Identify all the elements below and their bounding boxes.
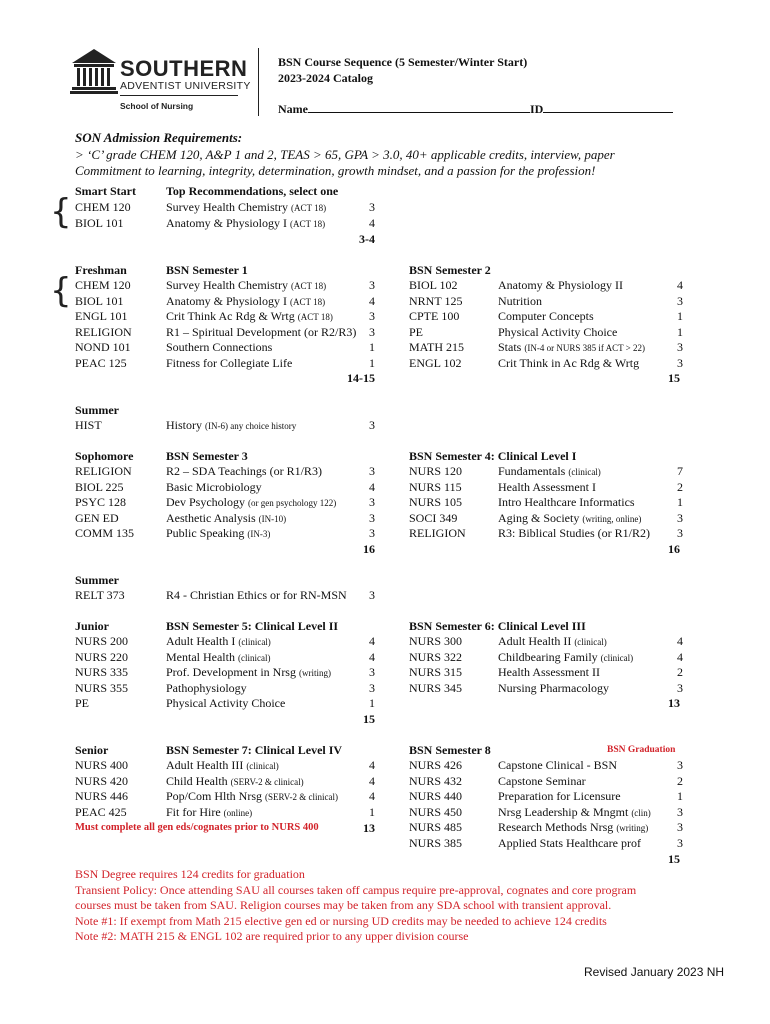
course-name (498, 820, 648, 835)
course-title: Nrsg Leadership & Mngmt (498, 804, 629, 819)
building-columns-icon (68, 45, 120, 97)
course-code: NRNT 125 (409, 293, 463, 308)
course-code: CPTE 100 (409, 309, 460, 323)
course-title: R1 – Spiritual Development (or R2/R3) (166, 324, 357, 339)
course-code: NURS 446 (75, 789, 129, 803)
gen-ed-warning: Must complete all gen eds/cognates prior to NURS 400 (75, 822, 319, 833)
course-note: (clinical) (574, 637, 607, 647)
course-credits: 3 (677, 680, 683, 695)
course-title: Public Speaking (166, 526, 245, 540)
course-name (498, 480, 596, 495)
id-label: ID (530, 102, 544, 116)
semester-6-heading: BSN Semester 6: Clinical Level III (409, 619, 586, 633)
course-credits: 3 (677, 758, 683, 772)
course-name (498, 634, 607, 649)
course-note: (IN-10) (258, 513, 287, 524)
smart-start-label: Smart Start (75, 184, 136, 198)
course-credits: 4 (369, 649, 375, 664)
course-title: Dev Psychology (166, 495, 245, 509)
course-name (166, 464, 322, 479)
freshman-label: Freshman (75, 263, 127, 277)
course-credits: 2 (677, 665, 683, 679)
smart-start-total: 3-4 (359, 232, 375, 246)
senior-label: Senior (75, 743, 109, 757)
course-name (166, 200, 326, 215)
semester-5-heading: BSN Semester 5: Clinical Level II (166, 619, 339, 633)
note-line: Transient Policy: Once attending SAU all courses taken off campus require pre-approval, cognates and core program (75, 882, 637, 897)
course-code: NURS 420 (75, 773, 129, 788)
course-name (166, 511, 286, 526)
semester-3-total: 16 (363, 542, 375, 556)
course-note: (writing) (616, 823, 649, 833)
course-code: NURS 120 (409, 464, 463, 478)
course-title: Crit Think Ac Rdg & Wrtg (166, 309, 295, 323)
course-note: (clinical) (568, 467, 601, 477)
course-title: Fundamentals (498, 464, 566, 478)
course-code: SOCI 349 (409, 510, 458, 525)
course-title: Computer Concepts (498, 309, 594, 323)
course-credits: 1 (369, 804, 375, 819)
course-name (166, 758, 279, 773)
course-title: Stats (498, 340, 522, 354)
semester-1-heading: BSN Semester 1 (166, 263, 248, 277)
course-code: ENGL 101 (75, 309, 128, 323)
course-name (498, 836, 641, 851)
course-title: Crit Think in Ac Rdg & Wrtg (498, 355, 640, 370)
graduation-badge: BSN Graduation (607, 745, 676, 755)
course-name (498, 294, 542, 309)
summer-1-label: Summer (75, 403, 119, 417)
course-name (166, 309, 333, 324)
course-credits: 4 (677, 278, 683, 292)
course-credits: 3 (677, 835, 683, 850)
note-line: BSN Degree requires 124 credits for graduation (75, 867, 305, 881)
course-title: Physical Activity Choice (166, 696, 286, 710)
course-code: NURS 105 (409, 495, 463, 509)
semester-4-heading: BSN Semester 4: Clinical Level I (409, 449, 577, 463)
semester-2-total: 15 (668, 371, 680, 385)
summer-1-code: HIST (75, 418, 102, 432)
course-title: Fit for Hire (166, 804, 221, 819)
semester-8-heading: BSN Semester 8 (409, 743, 491, 757)
course-credits: 1 (677, 789, 683, 803)
course-note: (ACT 18) (290, 218, 326, 229)
semester-6-total: 13 (668, 696, 680, 710)
course-title: Child Health (166, 773, 228, 788)
course-code: PEAC 425 (75, 804, 127, 819)
course-title: Adult Health I (166, 634, 236, 648)
course-title: Intro Healthcare Informatics (498, 495, 635, 509)
catalog-year: 2023-2024 Catalog (278, 71, 373, 85)
course-credits: 1 (677, 324, 683, 339)
course-title: Capstone Clinical - BSN (498, 758, 617, 772)
course-note: (ACT 18) (290, 203, 327, 213)
course-credits: 4 (369, 773, 375, 788)
course-code: CHEM 120 (75, 278, 131, 292)
course-title: Pathophysiology (166, 680, 247, 695)
course-title: Adult Health II (498, 634, 572, 648)
course-note: (SERV-2 & clinical) (265, 792, 338, 802)
course-code: NURS 385 (409, 835, 463, 850)
course-code: BIOL 101 (75, 215, 124, 230)
course-title: Pop/Com Hlth Nrsg (166, 789, 263, 803)
course-name (498, 340, 645, 355)
header-divider (258, 48, 259, 116)
course-credits: 4 (369, 479, 375, 494)
course-note: (IN-4 or NURS 385 if ACT > 22) (524, 343, 645, 353)
course-note: (online) (223, 807, 253, 818)
course-title: Aging & Society (498, 510, 580, 525)
admission-heading: SON Admission Requirements: (75, 130, 243, 145)
course-code: BIOL 225 (75, 479, 124, 494)
course-title: Research Methods Nrsg (498, 820, 614, 834)
course-title: Nursing Pharmacology (498, 680, 609, 695)
semester-3-heading: BSN Semester 3 (166, 449, 248, 463)
course-name (166, 495, 336, 510)
course-title: Southern Connections (166, 340, 273, 354)
course-code: NURS 485 (409, 820, 463, 834)
course-credits: 3 (369, 495, 375, 509)
course-name (498, 774, 586, 789)
course-credits: 4 (677, 649, 683, 664)
course-code: BIOL 102 (409, 278, 458, 292)
course-title: Anatomy & Physiology I (166, 293, 288, 308)
bracket-icon: { (50, 192, 72, 232)
course-credits: 4 (369, 758, 375, 772)
course-title: Applied Stats Healthcare prof (498, 835, 641, 850)
course-title: Childbearing Family (498, 649, 598, 664)
course-name (498, 278, 623, 293)
semester-8-total: 15 (668, 852, 680, 866)
course-name (498, 526, 650, 541)
summer-2-label: Summer (75, 573, 119, 587)
course-title: Capstone Seminar (498, 773, 586, 788)
course-code: NURS 355 (75, 680, 129, 695)
course-name (166, 278, 326, 293)
logo-subtitle: ADVENTIST UNIVERSITY (120, 80, 251, 92)
course-code: NURS 400 (75, 758, 129, 772)
course-credits: 3 (677, 510, 683, 525)
course-credits: 1 (677, 495, 683, 509)
course-code: PEAC 125 (75, 355, 127, 370)
course-name (498, 325, 617, 340)
course-note: (clinical) (237, 652, 271, 663)
course-code: NURS 220 (75, 649, 129, 664)
logo-divider (120, 95, 238, 96)
course-name (498, 665, 600, 680)
course-credits: 1 (369, 696, 375, 710)
note-line: courses must be taken from SAU. Religion courses may be taken from any SDA school with transient approval. (75, 898, 612, 912)
course-code: RELIGION (409, 526, 466, 540)
course-note: (clin) (631, 807, 651, 818)
course-title: R3: Biblical Studies (or R1/R2) (498, 526, 650, 540)
course-name (166, 325, 356, 340)
course-code: NURS 335 (75, 665, 129, 679)
summer-1-course: History (IN-6) any choice history (166, 418, 297, 432)
course-credits: 2 (677, 773, 683, 788)
name-field[interactable] (308, 101, 530, 113)
course-credits: 4 (369, 789, 375, 803)
course-code: PE (75, 696, 90, 710)
summer-1-credits: 3 (369, 418, 375, 432)
course-note: (clinical) (238, 637, 271, 647)
course-name (166, 526, 270, 541)
course-credits: 1 (369, 355, 375, 370)
course-title: Preparation for Licensure (498, 789, 621, 803)
course-credits: 7 (677, 464, 683, 478)
semester-2-heading: BSN Semester 2 (409, 263, 491, 277)
course-title: Mental Health (166, 649, 235, 664)
course-credits: 3 (369, 510, 375, 525)
course-title: Health Assessment I (498, 479, 596, 494)
course-code: RELIGION (75, 324, 132, 339)
course-note: (writing, online) (582, 513, 642, 524)
course-note: (clinical) (600, 652, 634, 663)
id-field[interactable] (543, 101, 673, 113)
course-credits: 3 (677, 293, 683, 308)
logo-school: School of Nursing (120, 101, 194, 111)
course-title: Fitness for Collegiate Life (166, 355, 293, 370)
revision-date: Revised January 2023 NH (584, 965, 725, 979)
summer-2-code: RELT 373 (75, 588, 125, 602)
course-name (166, 805, 252, 820)
course-title: Anatomy & Physiology II (498, 278, 623, 292)
course-name (166, 480, 262, 495)
course-credits: 4 (677, 634, 683, 648)
course-credits: 3 (369, 324, 375, 339)
junior-label: Junior (75, 619, 110, 633)
course-credits: 3 (677, 804, 683, 819)
course-code: NURS 200 (75, 634, 129, 648)
semester-7-total: 13 (363, 821, 375, 835)
course-name (498, 789, 621, 804)
course-title: Health Assessment II (498, 665, 600, 679)
course-title: Nutrition (498, 293, 542, 308)
course-name (498, 805, 651, 820)
course-name (166, 789, 338, 804)
course-code: CHEM 120 (75, 200, 131, 214)
course-credits: 3 (369, 680, 375, 695)
smart-start-heading: Top Recommendations, select one (166, 184, 339, 198)
course-code: GEN ED (75, 510, 119, 525)
course-code: BIOL 101 (75, 293, 124, 308)
course-title: Basic Microbiology (166, 479, 262, 494)
course-name (166, 634, 271, 649)
course-code: NOND 101 (75, 340, 131, 354)
document-title: BSN Course Sequence (5 Semester/Winter Start) (278, 55, 528, 69)
admission-line-1: > ‘C’ grade CHEM 120, A&P 1 and 2, TEAS > 65, GPA > 3.0, 40+ applicable credits, interview, paper (75, 147, 615, 162)
course-note: (ACT 18) (290, 296, 326, 307)
course-name (166, 665, 331, 680)
course-code: NURS 322 (409, 649, 463, 664)
course-name (166, 774, 304, 789)
course-credits: 3 (677, 526, 683, 540)
course-note: (ACT 18) (290, 281, 327, 291)
course-code: NURS 315 (409, 665, 463, 679)
course-name (166, 216, 325, 231)
semester-7-heading: BSN Semester 7: Clinical Level IV (166, 743, 343, 757)
course-title: R2 – SDA Teachings (or R1/R3) (166, 464, 322, 478)
course-credits: 1 (677, 309, 683, 323)
semester-4-total: 16 (668, 542, 680, 556)
course-name (166, 696, 285, 711)
course-note: (or gen psychology 122) (248, 498, 337, 508)
course-note: (ACT 18) (297, 312, 333, 322)
course-name (498, 511, 641, 526)
course-name (166, 294, 325, 309)
course-note: (IN-3) (247, 529, 271, 539)
course-title: Aesthetic Analysis (166, 510, 256, 525)
course-note: (clinical) (246, 761, 279, 771)
course-name (498, 495, 635, 510)
course-name (498, 356, 639, 371)
course-name (498, 758, 617, 773)
name-label: Name (278, 102, 308, 116)
semester-1-total: 14-15 (347, 371, 375, 385)
logo-name: SOUTHERN (120, 56, 248, 81)
course-credits: 3 (369, 665, 375, 679)
course-credits: 3 (369, 464, 375, 478)
semester-5-total: 15 (363, 712, 375, 726)
course-credits: 4 (369, 634, 375, 648)
course-name (166, 356, 292, 371)
course-name (498, 309, 594, 324)
course-code: MATH 215 (409, 340, 465, 354)
bracket-icon: { (50, 271, 72, 311)
course-credits: 3 (369, 309, 375, 323)
course-credits: 3 (369, 200, 375, 214)
course-code: NURS 300 (409, 634, 463, 648)
course-code: PE (409, 324, 424, 339)
course-code: NURS 426 (409, 758, 463, 772)
course-credits: 3 (369, 278, 375, 292)
course-credits: 4 (369, 215, 375, 230)
course-note: (SERV-2 & clinical) (230, 776, 304, 787)
course-name (498, 650, 633, 665)
course-title: Anatomy & Physiology I (166, 215, 288, 230)
course-name (498, 464, 601, 479)
course-title: Survey Health Chemistry (166, 278, 288, 292)
course-title: Prof. Development in Nrsg (166, 665, 296, 679)
course-name (166, 340, 272, 355)
course-credits: 1 (369, 340, 375, 354)
course-name (166, 681, 247, 696)
note-line: Note #2: MATH 215 & ENGL 102 are required prior to any upper division course (75, 929, 469, 943)
summer-2-course: R4 - Christian Ethics or for RN-MSN (166, 588, 347, 602)
course-title: Survey Health Chemistry (166, 200, 288, 214)
course-credits: 3 (677, 820, 683, 834)
course-code: ENGL 102 (409, 355, 462, 370)
summer-2-credits: 3 (369, 588, 375, 602)
course-title: Adult Health III (166, 758, 244, 772)
note-line: Note #1: If exempt from Math 215 elective gen ed or nursing UD credits may be needed to achieve 124 credits (75, 913, 607, 928)
course-title: Physical Activity Choice (498, 324, 618, 339)
course-code: NURS 440 (409, 789, 463, 803)
course-name (498, 681, 609, 696)
course-code: NURS 450 (409, 804, 463, 819)
course-code: RELIGION (75, 464, 132, 478)
course-credits: 3 (677, 340, 683, 354)
course-credits: 4 (369, 293, 375, 308)
course-code: NURS 345 (409, 680, 463, 695)
name-id-line (278, 101, 673, 117)
course-code: NURS 115 (409, 479, 462, 494)
sophomore-label: Sophomore (75, 449, 134, 463)
course-credits: 3 (677, 355, 683, 370)
course-name (166, 650, 270, 665)
course-code: PSYC 128 (75, 495, 127, 509)
course-note: (writing) (298, 668, 331, 678)
course-code: COMM 135 (75, 526, 135, 540)
course-credits: 3 (369, 526, 375, 540)
course-code: NURS 432 (409, 773, 463, 788)
course-credits: 2 (677, 479, 683, 494)
admission-line-2: Commitment to learning, integrity, determination, growth mindset, and a passion for the profession! (75, 163, 596, 178)
notes-block (75, 867, 636, 945)
